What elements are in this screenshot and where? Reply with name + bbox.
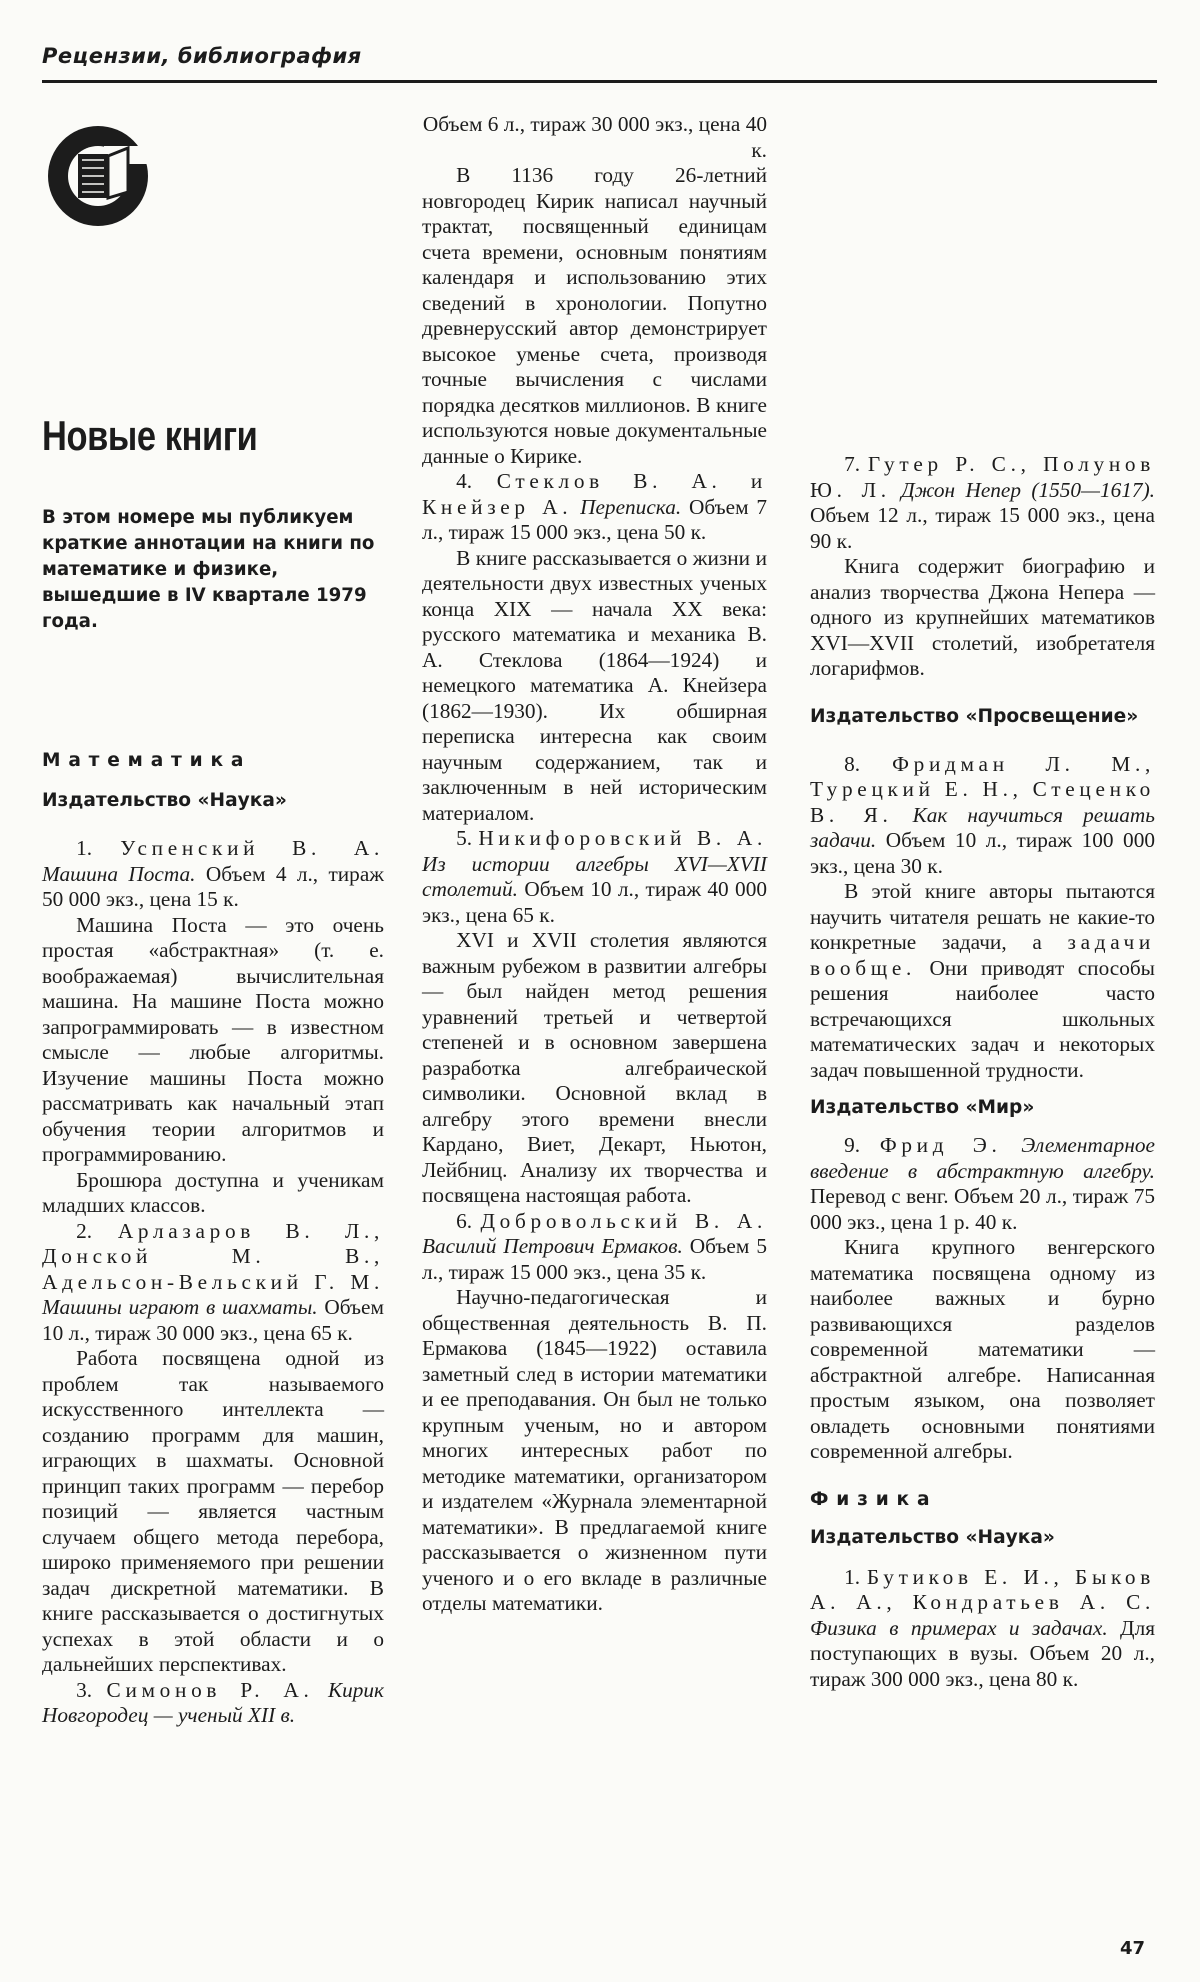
entry-1-num: 1.: [76, 836, 93, 860]
entry-5-text: XVI и XVII столетия являются важным рубежом в развитии алгебры — был найден метод решения уравнений третьей и четвертой степеней и в основном завершена разработка алгебраической символики. Основной вклад в алгебру этого времени внесли Кардано, Виет, Декарт, Ньютон, Лейбниц. Анализу их творчества и посвящена настоящая работа.: [422, 928, 767, 1207]
math-heading: Математика: [42, 750, 252, 771]
entry-1-pub: Объем 4 л., тираж 50 000 экз., цена 15 к.: [42, 861, 384, 911]
entry-9-text: Книга крупного венгерского математика посвящена одному из наиболее важных и бурно развивающихся разделов современной математики — абстрактной алгебре. Написанная простым языком, она позволяет овладеть основными понятиями современной алгебры.: [810, 1235, 1155, 1463]
entry-9: [810, 1133, 1155, 1235]
section-logo-icon: [42, 118, 154, 230]
entry-2-title: Машины играют в шахматы.: [42, 1295, 318, 1319]
entry-7: [810, 452, 1155, 554]
column-3: [810, 112, 1155, 1692]
entry-9-author: Фрид Э.: [879, 1133, 1002, 1157]
header-rule: [42, 80, 1157, 83]
entry-6-text: Научно-педагогическая и общественная деятельность В. П. Ермакова (1845—1922) оставила заметный след в истории математики и ее преподавания. Он был не только крупным ученым, но и автором многих интересных работ по методике математики, организатором и издателем «Журнала элементарной математики». В предлагаемой книге рассказывается о жизненном пути ученого и о его вкладе в различные отделы математики.: [422, 1285, 767, 1615]
entry-4-num: 4.: [456, 469, 473, 493]
column-1: [42, 748, 384, 1729]
entry-3-pub: Объем 6 л., тираж 30 000 экз., цена 40 к.: [422, 112, 767, 162]
entry-4-text: В книге рассказывается о жизни и деятельности двух известных ученых конца XIX — начала XX века: русского математика и механика В. А. Стеклова (1864—1924) и немецкого математика А. Кнейзера (1862—1930). Их обширная переписка интересна как своим научным содержанием, так и заключенным в ней историческим материалом.: [422, 545, 767, 825]
section-header: Рецензии, библиография: [42, 44, 362, 68]
entry-8: [810, 752, 1155, 880]
physics-heading: Физика: [810, 1488, 938, 1510]
entry-4: [422, 469, 767, 546]
entry-8-text-a: В этой книге авторы пытаются научить читателя решать не какие-то конкретные задачи, а: [810, 879, 1155, 954]
entry-7-text: Книга содержит биографию и анализ творчества Джона Непера — одного из крупнейших математиков XVI—XVII столетий, изобретателя логарифмов.: [810, 554, 1155, 680]
entry-8-text-c: Они приводят способы решения наиболее часто встречающихся школьных математических задач и некоторых задач повышенной трудности.: [810, 955, 1155, 1082]
physics-entry-1-num: 1.: [844, 1564, 861, 1589]
entry-3-text: В 1136 году 26-летний новгородец Кирик написал научный трактат, посвященный единицам счета времени, основным понятиям календаря и использованию этих сведений в хронологии. Попутно древнерусский автор демонстрирует высокое уменье счета, производя точные вычисления с числами порядка десятков миллионов. В книге используются новые документальные данные о Кирике.: [422, 163, 767, 468]
entry-5-pub: Объем 10 л., тираж 40 000 экз., цена 65 к.: [422, 877, 767, 927]
entry-7-num: 7.: [844, 452, 861, 476]
page-title: Новые книги: [42, 412, 258, 459]
entry-9-num: 9.: [844, 1133, 861, 1157]
entry-1-title: Машина Поста.: [42, 861, 196, 886]
entry-6: [422, 1209, 767, 1286]
entry-8-text-b: задачи вообще.: [810, 930, 1155, 980]
entry-4-title: Переписка.: [580, 494, 682, 519]
entry-9-title: Элементарное введение в абстрактную алгебру.: [810, 1133, 1156, 1183]
entry-6-num: 6.: [456, 1208, 473, 1233]
page-number: 47: [1120, 1938, 1146, 1959]
entry-8-num: 8.: [844, 751, 861, 776]
publisher-nauka-physics: Издательство «Наука»: [810, 1526, 1055, 1548]
physics-entry-1-author: Бутиков Е. И., Быков А. А., Кондратьев А. С.: [810, 1564, 1155, 1614]
entry-5-title: Из истории алгебры XVI—XVII столетий.: [422, 851, 767, 901]
entry-6-title: Василий Петрович Ермаков.: [422, 1234, 683, 1258]
entry-6-pub: Объем 5 л., тираж 15 000 экз., цена 35 к.: [422, 1234, 767, 1284]
column-2: [422, 112, 767, 1617]
entry-9-pub: Перевод с венг. Объем 20 л., тираж 75 000 экз., цена 1 р. 40 к.: [810, 1184, 1155, 1234]
entry-7-title: Джон Непер (1550—1617).: [901, 477, 1155, 502]
physics-entry-1-pub: Для поступающих в вузы. Объем 20 л., тираж 300 000 экз., цена 80 к.: [810, 1615, 1155, 1691]
entry-1-author: Успенский В. А.: [120, 836, 384, 860]
entry-5: [422, 826, 767, 928]
entry-2-author: Арлазаров В. Л., Донской М. В., Адельсон-Вельский Г. М.: [42, 1218, 384, 1294]
entry-5-author: Никифоровский В. А.: [478, 826, 767, 850]
entry-1-text-2: Брошюра доступна и ученикам младших классов.: [42, 1167, 384, 1217]
physics-entry-1-title: Физика в примерах и задачах.: [810, 1615, 1108, 1640]
publisher-prosveshchenie: Издательство «Просвещение»: [810, 705, 1139, 727]
entry-5-num: 5.: [456, 826, 473, 850]
entry-7-author: Гутер Р. С., Полунов Ю. Л.: [810, 452, 1155, 502]
entry-2-text: Работа посвящена одной из проблем так называемого искусственного интеллекта — созданию программ для машин, играющих в шахматы. Основной принцип таких программ — перебор позиций — является частным случаем общего метода перебора, широко применяемого при решении задач дискретной математики. В книге рассказывается о достигнутых успехах в этой области и о дальнейших перспективах.: [42, 1346, 384, 1676]
publisher-mir: Издательство «Мир»: [810, 1097, 1035, 1118]
entry-4-pub: Объем 7 л., тираж 15 000 экз., цена 50 к.: [422, 494, 768, 544]
entry-2-pub: Объем 10 л., тираж 30 000 экз., цена 65 к.: [42, 1295, 384, 1345]
entry-8-pub: Объем 10 л., тираж 100 000 экз., цена 30 к.: [810, 828, 1155, 878]
entry-3: [42, 1678, 384, 1729]
entry-3-author: Симонов Р. А.: [106, 1677, 314, 1702]
entry-2: [42, 1219, 384, 1347]
entry-2-num: 2.: [76, 1218, 93, 1243]
entry-8-title: Как научиться решать задачи.: [810, 802, 1155, 852]
entry-6-author: Добровольский В. А.: [480, 1208, 768, 1233]
physics-entry-1: [810, 1565, 1155, 1693]
publisher-nauka-math: Издательство «Наука»: [42, 790, 287, 811]
intro-text: В этом номере мы публикуем краткие аннотации на книги по математике и физике, вышедшие в IV квартале 1979 года.: [42, 507, 375, 632]
entry-1: [42, 836, 384, 913]
entry-4-author: Стеклов В. А. и Кнейзер А.: [422, 469, 767, 519]
entry-3-num: 3.: [76, 1677, 93, 1702]
entry-3-title: Кирик Новгородец — ученый XII в.: [42, 1677, 385, 1727]
entry-8-author: Фридман Л. М., Турецкий Е. Н., Стеценко В. Я.: [810, 751, 1155, 827]
entry-8-text: [810, 879, 1155, 1083]
entry-7-pub: Объем 12 л., тираж 15 000 экз., цена 90 к.: [810, 503, 1155, 553]
entry-1-text: Машина Поста — это очень простая «абстрактная» (т. е. воображаемая) вычислительная машина. На машине Поста можно запрограммировать — в известном смысле — любые алгоритмы. Изучение машины Поста можно рассматривать как начальный этап обучения теории алгоритмов и программированию.: [42, 912, 384, 1166]
